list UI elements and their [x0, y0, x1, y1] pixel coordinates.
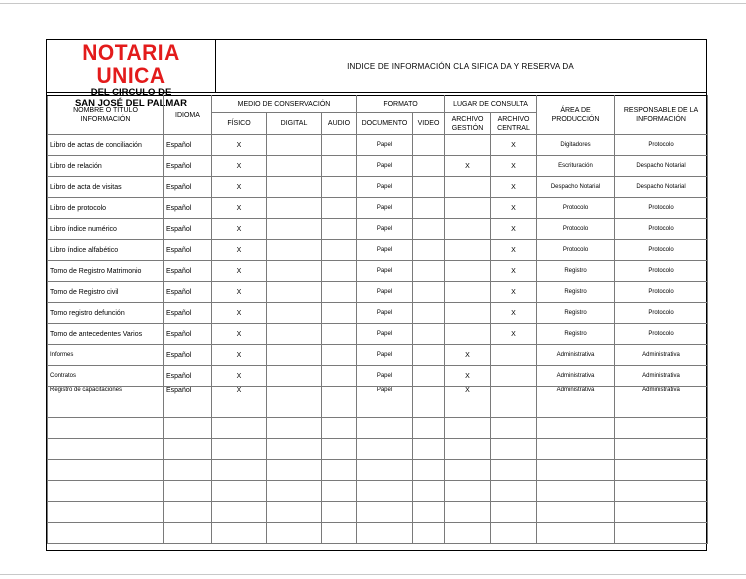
cell-idioma: Español — [164, 240, 212, 261]
cell-nombre: Tomo de Registro civil — [48, 282, 164, 303]
cell-nombre: Libro índice numérico — [48, 219, 164, 240]
empty-cell — [615, 502, 708, 523]
empty-cell — [48, 460, 164, 481]
index-table — [47, 95, 708, 544]
cell-idioma: Español — [164, 303, 212, 324]
cell-video — [413, 240, 445, 261]
empty-cell — [491, 481, 537, 502]
cell-idioma: Español — [164, 345, 212, 366]
cell-documento: Papel — [357, 177, 413, 198]
empty-row — [48, 460, 708, 481]
cell-responsable: Protocolo — [615, 303, 708, 324]
document-title: INDICE DE INFORMACIÓN CLA SIFICA DA Y RESERVA DA — [347, 61, 574, 71]
empty-cell — [357, 418, 413, 439]
col-header-video: VIDEO — [413, 113, 445, 135]
cell-nombre: Libro de acta de visitas — [48, 177, 164, 198]
logo-line-3: SAN JOSÉ DEL PALMAR — [74, 98, 188, 109]
cell-responsable: Protocolo — [615, 324, 708, 345]
cell-area: Protocolo — [537, 240, 615, 261]
cell-video — [413, 156, 445, 177]
cell-fisico: X — [212, 219, 267, 240]
cell-idioma: Español — [164, 366, 212, 387]
cell-area: Registro — [537, 261, 615, 282]
cell-responsable: Despacho Notarial — [615, 177, 708, 198]
empty-cell — [164, 481, 212, 502]
cell-fisico: X — [212, 156, 267, 177]
table-row — [48, 261, 708, 282]
empty-cell — [445, 523, 491, 544]
cell-digital — [267, 324, 322, 345]
cell-area: Escrituración — [537, 156, 615, 177]
table-row — [48, 366, 708, 387]
empty-cell — [322, 439, 357, 460]
cell-audio — [322, 135, 357, 156]
cell-idioma: Español — [164, 135, 212, 156]
empty-cell — [164, 523, 212, 544]
cell-idioma: Español — [164, 198, 212, 219]
cell-documento: Papel — [357, 345, 413, 366]
cell-archivo-central: X — [491, 303, 537, 324]
empty-cell — [445, 418, 491, 439]
cell-audio — [322, 177, 357, 198]
cell-audio — [322, 198, 357, 219]
cell-idioma: Español — [164, 219, 212, 240]
empty-cell — [48, 418, 164, 439]
cell-nombre: Libro de protocolo — [48, 198, 164, 219]
col-header-idioma: IDIOMA — [164, 96, 212, 135]
empty-cell — [445, 502, 491, 523]
col-header-fisico: FÍSICO — [212, 113, 267, 135]
cell-video — [413, 198, 445, 219]
cell-idioma: Español — [164, 177, 212, 198]
cell-idioma: Español — [164, 324, 212, 345]
cell-archivo-central: X — [491, 198, 537, 219]
cell-video — [413, 324, 445, 345]
empty-cell — [357, 523, 413, 544]
cell-video — [413, 219, 445, 240]
cell-archivo-central: X — [491, 240, 537, 261]
cell-archivo-gestion — [445, 219, 491, 240]
cell-archivo-central — [491, 345, 537, 366]
cell-video — [413, 345, 445, 366]
cell-responsable: Despacho Notarial — [615, 156, 708, 177]
cell-fisico: X — [212, 303, 267, 324]
cell-audio — [322, 240, 357, 261]
cell-area: Registro — [537, 282, 615, 303]
empty-row — [48, 418, 708, 439]
cell-idioma: Español — [164, 261, 212, 282]
empty-row — [48, 481, 708, 502]
empty-cell — [537, 460, 615, 481]
cell-nombre: Registro de capacitaciones — [48, 387, 164, 418]
cell-audio — [322, 387, 357, 418]
cell-video — [413, 366, 445, 387]
table-row — [48, 387, 708, 418]
cell-archivo-gestion: X — [445, 345, 491, 366]
col-header-audio: AUDIO — [322, 113, 357, 135]
cell-fisico: X — [212, 345, 267, 366]
cell-archivo-gestion — [445, 135, 491, 156]
cell-digital — [267, 198, 322, 219]
cell-video — [413, 261, 445, 282]
col-header-archivo-central: ARCHIVO CENTRAL — [491, 113, 537, 135]
cell-idioma: Español — [164, 156, 212, 177]
header-separator — [47, 92, 706, 93]
cell-digital — [267, 135, 322, 156]
empty-cell — [267, 418, 322, 439]
empty-cell — [413, 418, 445, 439]
table-row — [48, 135, 708, 156]
cell-fisico: X — [212, 324, 267, 345]
cell-digital — [267, 156, 322, 177]
table-row — [48, 240, 708, 261]
cell-documento: Papel — [357, 387, 413, 418]
empty-cell — [212, 502, 267, 523]
empty-cell — [48, 439, 164, 460]
empty-cell — [615, 418, 708, 439]
empty-cell — [212, 460, 267, 481]
cell-fisico: X — [212, 135, 267, 156]
empty-cell — [491, 523, 537, 544]
empty-cell — [322, 418, 357, 439]
cell-responsable: Administrativa — [615, 345, 708, 366]
cell-archivo-gestion: X — [445, 387, 491, 418]
cell-digital — [267, 366, 322, 387]
empty-cell — [413, 481, 445, 502]
cell-nombre: Tomo de Registro Matrimonio — [48, 261, 164, 282]
empty-cell — [413, 502, 445, 523]
cell-documento: Papel — [357, 219, 413, 240]
col-header-lugar: LUGAR DE CONSULTA — [445, 96, 537, 113]
cell-documento: Papel — [357, 261, 413, 282]
empty-cell — [445, 481, 491, 502]
cell-archivo-central: X — [491, 156, 537, 177]
cell-archivo-central — [491, 387, 537, 418]
cell-area: Administrativa — [537, 387, 615, 418]
cell-archivo-gestion — [445, 282, 491, 303]
empty-cell — [615, 460, 708, 481]
cell-audio — [322, 261, 357, 282]
empty-cell — [357, 439, 413, 460]
empty-cell — [537, 502, 615, 523]
empty-cell — [322, 502, 357, 523]
cell-area: Despacho Notarial — [537, 177, 615, 198]
empty-row — [48, 502, 708, 523]
empty-cell — [357, 481, 413, 502]
cell-responsable: Protocolo — [615, 261, 708, 282]
col-header-responsable: RESPONSABLE DE LA INFORMACIÓN — [615, 96, 708, 135]
cell-fisico: X — [212, 387, 267, 418]
empty-cell — [322, 523, 357, 544]
table-row — [48, 219, 708, 240]
table-row — [48, 177, 708, 198]
cell-archivo-gestion — [445, 324, 491, 345]
cell-responsable: Protocolo — [615, 135, 708, 156]
empty-cell — [48, 481, 164, 502]
cell-digital — [267, 177, 322, 198]
cell-archivo-central: X — [491, 135, 537, 156]
cell-audio — [322, 324, 357, 345]
empty-cell — [267, 502, 322, 523]
cell-area: Registro — [537, 303, 615, 324]
empty-cell — [615, 481, 708, 502]
empty-cell — [164, 502, 212, 523]
empty-cell — [491, 460, 537, 481]
empty-cell — [615, 439, 708, 460]
cell-fisico: X — [212, 282, 267, 303]
empty-cell — [445, 439, 491, 460]
cell-area: Administrativa — [537, 366, 615, 387]
cell-archivo-gestion — [445, 240, 491, 261]
cell-video — [413, 282, 445, 303]
col-header-medio: MEDIO DE CONSERVACIÓN — [212, 96, 357, 113]
cell-documento: Papel — [357, 366, 413, 387]
empty-cell — [491, 439, 537, 460]
col-header-digital: DIGITAL — [267, 113, 322, 135]
cell-video — [413, 135, 445, 156]
empty-cell — [212, 523, 267, 544]
empty-cell — [537, 439, 615, 460]
empty-cell — [615, 523, 708, 544]
cell-documento: Papel — [357, 303, 413, 324]
cell-video — [413, 303, 445, 324]
empty-cell — [413, 523, 445, 544]
cell-responsable: Administrativa — [615, 387, 708, 418]
empty-cell — [357, 502, 413, 523]
cell-archivo-gestion: X — [445, 366, 491, 387]
cell-fisico: X — [212, 198, 267, 219]
cell-documento: Papel — [357, 240, 413, 261]
empty-cell — [267, 460, 322, 481]
table-row — [48, 282, 708, 303]
table-row — [48, 156, 708, 177]
empty-cell — [164, 460, 212, 481]
bottom-divider — [0, 574, 746, 575]
cell-idioma: Español — [164, 282, 212, 303]
cell-archivo-central: X — [491, 282, 537, 303]
cell-nombre: Tomo registro defunción — [48, 303, 164, 324]
cell-archivo-gestion — [445, 303, 491, 324]
empty-cell — [413, 439, 445, 460]
empty-row — [48, 439, 708, 460]
cell-digital — [267, 387, 322, 418]
empty-cell — [537, 523, 615, 544]
cell-archivo-central: X — [491, 261, 537, 282]
empty-cell — [322, 460, 357, 481]
cell-archivo-gestion — [445, 261, 491, 282]
table-row — [48, 345, 708, 366]
table-row — [48, 324, 708, 345]
col-header-area: ÁREA DE PRODUCCIÓN — [537, 96, 615, 135]
cell-nombre: Libro de actas de conciliación — [48, 135, 164, 156]
empty-cell — [48, 502, 164, 523]
cell-nombre: Tomo de antecedentes Varios — [48, 324, 164, 345]
empty-cell — [267, 523, 322, 544]
col-header-documento: DOCUMENTO — [357, 113, 413, 135]
empty-cell — [445, 460, 491, 481]
cell-fisico: X — [212, 261, 267, 282]
cell-archivo-central — [491, 366, 537, 387]
cell-responsable: Protocolo — [615, 282, 708, 303]
col-header-formato: FORMATO — [357, 96, 445, 113]
empty-cell — [212, 481, 267, 502]
empty-cell — [413, 460, 445, 481]
cell-area: Protocolo — [537, 219, 615, 240]
empty-cell — [48, 523, 164, 544]
empty-cell — [212, 439, 267, 460]
cell-digital — [267, 240, 322, 261]
cell-video — [413, 387, 445, 418]
cell-digital — [267, 261, 322, 282]
cell-digital — [267, 282, 322, 303]
cell-documento: Papel — [357, 156, 413, 177]
empty-cell — [491, 502, 537, 523]
cell-area: Registro — [537, 324, 615, 345]
cell-archivo-central: X — [491, 177, 537, 198]
table-row — [48, 198, 708, 219]
cell-nombre: Contratos — [48, 366, 164, 387]
cell-audio — [322, 303, 357, 324]
empty-cell — [537, 481, 615, 502]
cell-fisico: X — [212, 177, 267, 198]
empty-row — [48, 523, 708, 544]
cell-nombre: Informes — [48, 345, 164, 366]
cell-video — [413, 177, 445, 198]
cell-documento: Papel — [357, 198, 413, 219]
empty-cell — [537, 418, 615, 439]
empty-cell — [267, 439, 322, 460]
col-header-archivo-gestion: ARCHIVO GESTIÓN — [445, 113, 491, 135]
logo-line-1: NOTARIA UNICA — [82, 40, 180, 89]
table-row — [48, 303, 708, 324]
cell-audio — [322, 345, 357, 366]
cell-archivo-gestion — [445, 198, 491, 219]
top-divider — [0, 3, 746, 4]
cell-documento: Papel — [357, 324, 413, 345]
cell-nombre: Libro de relación — [48, 156, 164, 177]
cell-audio — [322, 219, 357, 240]
cell-idioma: Español — [164, 387, 212, 418]
cell-documento: Papel — [357, 282, 413, 303]
cell-area: Protocolo — [537, 198, 615, 219]
cell-audio — [322, 366, 357, 387]
cell-fisico: X — [212, 366, 267, 387]
cell-archivo-central: X — [491, 219, 537, 240]
cell-area: Administrativa — [537, 345, 615, 366]
cell-archivo-gestion: X — [445, 156, 491, 177]
cell-responsable: Protocolo — [615, 240, 708, 261]
cell-audio — [322, 282, 357, 303]
empty-cell — [267, 481, 322, 502]
cell-digital — [267, 303, 322, 324]
empty-cell — [164, 439, 212, 460]
cell-documento: Papel — [357, 135, 413, 156]
empty-cell — [212, 418, 267, 439]
col-header-nombre: NOMBRE O TÍTULO INFORMACIÓN — [48, 96, 164, 135]
empty-cell — [164, 418, 212, 439]
empty-cell — [491, 418, 537, 439]
empty-cell — [357, 460, 413, 481]
cell-responsable: Protocolo — [615, 198, 708, 219]
empty-cell — [322, 481, 357, 502]
cell-digital — [267, 219, 322, 240]
cell-area: Digitadores — [537, 135, 615, 156]
cell-responsable: Administrativa — [615, 366, 708, 387]
notary-logo — [47, 40, 216, 109]
document-sheet — [46, 39, 707, 551]
cell-audio — [322, 156, 357, 177]
cell-responsable: Protocolo — [615, 219, 708, 240]
table-body — [48, 135, 708, 544]
cell-archivo-central: X — [491, 324, 537, 345]
cell-archivo-gestion — [445, 177, 491, 198]
cell-nombre: Libro índice alfabético — [48, 240, 164, 261]
cell-fisico: X — [212, 240, 267, 261]
cell-digital — [267, 345, 322, 366]
